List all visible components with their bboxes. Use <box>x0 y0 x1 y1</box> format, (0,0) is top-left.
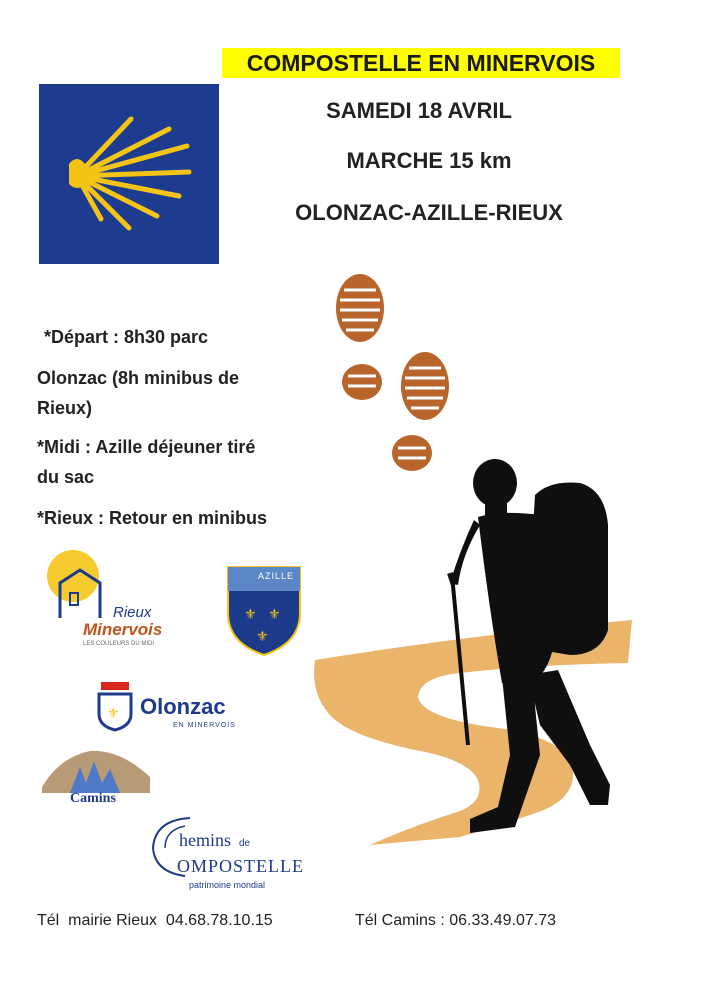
svg-text:⚜: ⚜ <box>244 607 257 623</box>
chemins-text: hemins <box>179 830 231 850</box>
event-title: COMPOSTELLE EN MINERVOIS <box>222 48 620 78</box>
svg-text:⚜: ⚜ <box>268 607 281 623</box>
chemins-compostelle-logo <box>145 810 315 895</box>
tel-mairie-rieux: Tél mairie Rieux 04.68.78.10.15 <box>37 912 273 929</box>
olonzac-subtitle: EN MINERVOIS <box>173 722 236 729</box>
depart-line: *Départ : 8h30 parc <box>44 327 209 347</box>
midi-line-2: du sac <box>37 467 95 487</box>
depart-line-3: Rieux) <box>37 398 93 418</box>
chemins-de-text: de <box>239 838 251 849</box>
depart-line-2: Olonzac (8h minibus de <box>37 368 240 388</box>
compostelle-text: OMPOSTELLE <box>177 856 304 876</box>
tel-camins: Tél Camins : 06.33.49.07.73 <box>355 912 557 929</box>
olonzac-logo <box>95 680 255 740</box>
event-date: SAMEDI 18 AVRIL <box>326 98 512 123</box>
minervois-text: Minervois <box>83 620 163 639</box>
midi-line: *Midi : Azille déjeuner tiré <box>37 437 256 457</box>
chemins-subtitle: patrimoine mondial <box>189 880 266 890</box>
rieux-tagline: LES COULEURS DU MIDI <box>83 641 155 647</box>
camins-text: Camins <box>70 791 116 806</box>
rieux-minervois-logo <box>45 548 175 658</box>
event-route: OLONZAC-AZILLE-RIEUX <box>295 200 563 225</box>
rieux-line: *Rieux : Retour en minibus <box>37 508 268 528</box>
hiker-silhouette <box>440 455 620 845</box>
rieux-text: Rieux <box>113 604 152 621</box>
svg-text:⚜: ⚜ <box>256 629 269 645</box>
azille-coat-of-arms <box>224 563 304 658</box>
svg-text:⚜: ⚜ <box>107 706 120 722</box>
camino-shell-icon <box>39 84 219 264</box>
azille-text: AZILLE <box>258 571 295 581</box>
event-distance: MARCHE 15 km <box>346 148 512 173</box>
footprints-icon <box>330 270 460 480</box>
camins-logo <box>40 747 155 809</box>
olonzac-text: Olonzac <box>140 694 226 719</box>
